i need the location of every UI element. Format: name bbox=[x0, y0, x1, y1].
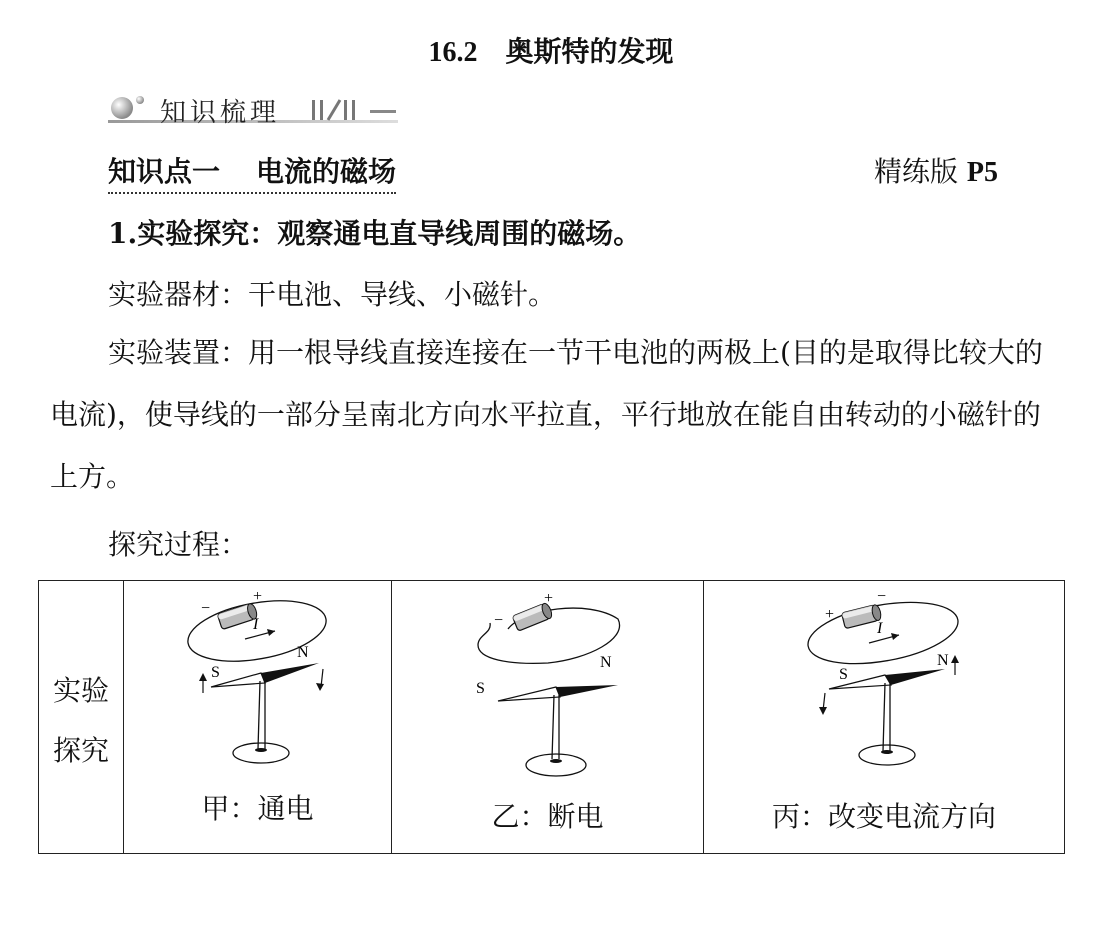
north-label: N bbox=[599, 654, 612, 671]
battery-negative-label: − bbox=[493, 612, 503, 629]
title-number: 16.2 bbox=[428, 37, 478, 68]
knowledge-point-heading bbox=[108, 150, 396, 194]
experiment-table bbox=[38, 580, 1065, 854]
setup-paragraph: 实验装置：用一根导线直接连接在一节干电池的两极上(目的是取得比较大的电流)，使导线的一部分呈南北方向水平拉直，平行地放在能自由转动的小磁针的上方。 bbox=[50, 336, 1043, 493]
row-label-cell bbox=[39, 581, 124, 854]
north-label: N bbox=[296, 644, 309, 661]
caption-unpowered: 乙：断电 bbox=[491, 800, 604, 833]
experiment-heading: 1.实验探究：观察通电直导线周围的磁场。 bbox=[108, 217, 642, 250]
reference-book: 精练版 bbox=[873, 155, 958, 188]
reference-page: P5 bbox=[966, 157, 998, 188]
battery-positive-label: + bbox=[252, 589, 262, 605]
process-paragraph: 探究过程： bbox=[108, 528, 249, 561]
south-label: S bbox=[210, 664, 220, 681]
battery-positive-label: + bbox=[543, 590, 553, 607]
section-banner bbox=[108, 92, 408, 128]
experiment-cell-unpowered bbox=[392, 581, 704, 854]
title-text: 奥斯特的发现 bbox=[505, 35, 674, 68]
reference-note bbox=[874, 150, 998, 190]
page-title bbox=[0, 30, 1102, 70]
caption-reversed: 丙：改变电流方向 bbox=[771, 800, 996, 833]
current-label: I bbox=[877, 620, 883, 637]
compass-diagram-unpowered bbox=[468, 589, 628, 789]
battery-negative-label: − bbox=[200, 600, 210, 617]
row-label-line: 探究 bbox=[52, 734, 109, 767]
battery-positive-label: + bbox=[825, 606, 835, 623]
banner-label: 知识梳理 bbox=[160, 98, 281, 128]
knowledge-point-label: 知识点一 bbox=[108, 155, 221, 188]
experiment-cell-powered bbox=[124, 581, 392, 854]
current-label: I bbox=[252, 616, 258, 633]
battery-negative-label: − bbox=[877, 589, 887, 605]
experiment-cell-reversed bbox=[704, 581, 1065, 854]
south-label: S bbox=[475, 680, 485, 697]
materials-paragraph: 实验器材：干电池、导线、小磁针。 bbox=[108, 278, 557, 311]
row-label-line: 实验 bbox=[52, 674, 109, 707]
north-label: N bbox=[937, 652, 949, 669]
compass-diagram-reversed bbox=[799, 589, 969, 779]
caption-powered: 甲：通电 bbox=[201, 792, 314, 825]
knowledge-point-title: 电流的磁场 bbox=[256, 155, 397, 188]
south-label: S bbox=[839, 666, 848, 683]
compass-diagram-powered bbox=[183, 589, 333, 779]
